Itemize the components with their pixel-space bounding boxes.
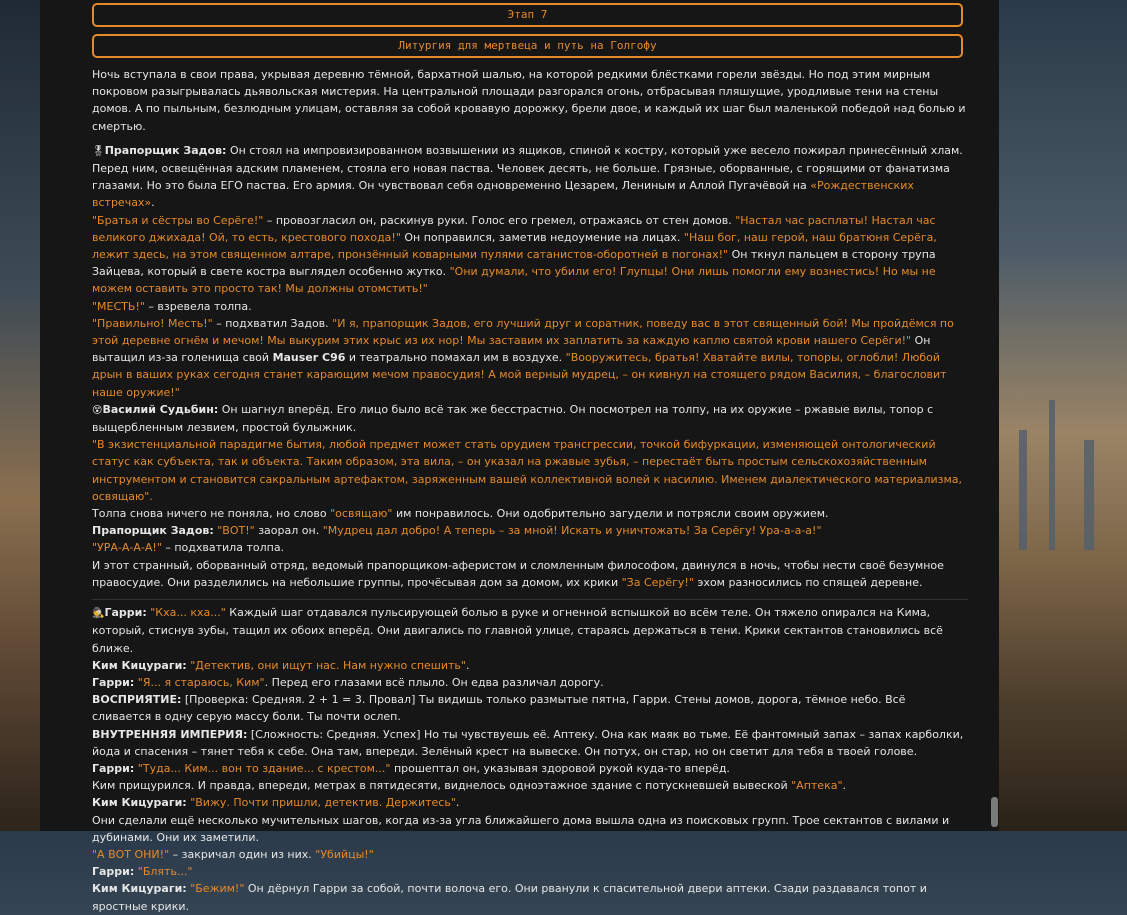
narration-4: Они сделали ещё несколько мучительных шагов, когда из-за угла ближайшего дома вышла одна из поисковых групп. Трое сектантов с вилами и дубинами. Они их заметили. — [92, 813, 950, 844]
divider — [92, 599, 968, 600]
inland-empire-check: ВНУТРЕННЯЯ ИМПЕРИЯ: [Сложность: Средняя. Успех] Но ты чувствуешь её. Аптеку. Она как маяк во тьме. Её фантомный запах – запах карболки, йода и спасения – тянет тебя к себе. Она там, впереди. Зелёный крест на вывеске. Он потух, он стар, но он светит для тебя в твоей голове. — [92, 727, 964, 758]
vasily-quote: "В экзистенциальной парадигме бытия, любой предмет может стать орудием трансгрессии, точкой бифуркации, изменяющей онтологический статус как субъекта, так и объекта. Таким образом, эта вила, – он указал на ржавые зубья, – перестаёт быть простым сельскохозяйственным инструментом и становится сакральным артефактом, заряженным вашей коллективной волей к насилию. Именем диалектического материализма, освящаю". — [92, 438, 963, 503]
medal-icon: 🎖 — [92, 145, 105, 157]
narration: Ночь вступала в свои права, укрывая деревню тёмной, бархатной шалью, на которой редкими блёстками горели звёзды. Но под этим мирным покровом разыгрывалась дьявольская мистерия. На центральной площади разгорался огонь, отбрасывая пляшущие, уродливые тени на стены домов. А по пыльным, безлюдным улицам, оставляя за собой кровавую дорожку, брели двое, и каждый их шаг был маленькой победой над болью и смертью. — [92, 68, 966, 133]
kim-speech-2: Ким Кицураги: "Вижу. Почти пришли, детектив. Держитесь". — [92, 796, 460, 810]
harry-speech: 🕵Гарри: "Кха... кха..." Каждый шаг отдавался пульсирующей болью в руке и огненной вспышкой во всём теле. Он тяжело опирался на Кима, который, стиснув зубы, тащил их обоих вперёд. Они двигались по главной улице, стараясь держаться в тени. Крики сектантов становились всё ближе. — [92, 606, 943, 655]
detective-icon: 🕵 — [92, 608, 105, 620]
harry-speech-2: Гарри: "Я... я стараюсь, Ким". Перед его глазами всё плыло. Он едва различал дорогу. — [92, 675, 604, 689]
stage-title: Литургия для мертвеца и путь на Голгофу — [92, 34, 963, 58]
narration-3: Ким прищурился. И правда, впереди, метрах в пятидесяти, виднелось одноэтажное здание с потускневшей вывеской "Аптека". — [92, 779, 847, 793]
kim-speech: Ким Кицураги: "Детектив, они ищут нас. Нам нужно спешить". — [92, 658, 470, 672]
scrollbar-track[interactable] — [989, 0, 999, 831]
zadov-speech-3: "Правильно! Месть!" – подхватил Задов. "И я, прапорщик Задов, его лучший друг и соратник, поведу вас в этот священный бой! Мы пройдёмся по этой деревне огнём и мечом! Мы выкурим этих крыс из их нор! Мы заставим их заплатить за каждую каплю святой крови нашего Серёги!" Он вытащил из-за голенища свой Mauser C96 и театрально помахал им в воздухе. "Вооружитесь, братья! Хватайте вилы, топоры, оглобли! Любой дрын в ваших руках сегодня станет карающим мечом правосудия! А мой верный мудрец, – он кивнул на стоящего рядом Василия, – благословит наше оружие!" — [92, 316, 954, 399]
harry-speech-4: Гарри: "Блять..." — [92, 865, 193, 879]
kim-speech-3: Ким Кицураги: "Бежим!" Он дёрнул Гарри за собой, почти волоча его. Они рванули к спасительной двери аптеки. Сзади раздавался топот и яростные крики. — [92, 882, 927, 913]
zadov-speech: 🎖Прапорщик Задов: Он стоял на импровизированном возвышении из ящиков, спиной к костру, который уже весело пожирал принесённый хлам. Перед ним, освещённая адским пламенем, стояла его новая паства. Человек десять, не больше. Грязные, оборванные, с горящими от фанатизма глазами. Но это была ЕГО паства. Его армия. Он чувствовал себя одновременно Цезарем, Лениным и Аллой Пугачёвой на «Рождественских встречах». — [92, 143, 963, 210]
narration-2: И этот странный, оборванный отряд, ведомый прапорщиком-аферистом и сломленным философом, двинулся в ночь, чтобы нести своё безумное правосудие. Они разделились на небольшие группы, прочёсывая дом за домом, их крики "За Серёгу!" эхом разносились по спящей деревне. — [92, 558, 944, 589]
background-scenery-right — [999, 0, 1127, 831]
zadov-speech-2: "Братья и сёстры во Серёге!" – провозгласил он, раскинув руки. Голос его гремел, отражаясь от стен домов. "Настал час расплаты! Настал час великого джихада! Ой, то есть, крестового похода!" Он поправился, заметив недоумение на лицах. "Наш бог, наш герой, наш братюня Серёга, лежит здесь, на этом священном алтаре, пронзённый коварными пулями сатанистов-оборотней в погонах!" Он ткнул пальцем в сторону трупа Зайцева, который в свете костра выглядел особенно жутко. "Они думали, что убили его! Глупцы! Они лишь помогли ему вознестись! Но мы не можем оставить это просто так! Мы должны отомстить!" — [92, 213, 937, 296]
perception-check: ВОСПРИЯТИЕ: [Проверка: Средняя. 2 + 1 = 3. Провал] Ты видишь только размытые пятна, Гарри. Стены домов, дорога, тёмное небо. Всё сливается в одну серую массу боли. Ты почти ослеп. — [92, 693, 906, 724]
crowd-line: "МЕСТЬ!" – взревела толпа. — [92, 299, 252, 313]
dizzy-face-icon: 😵 — [92, 404, 103, 416]
crowd-line-3: "УРА-А-А-А!" – подхватила толпа. — [92, 541, 285, 555]
crowd-line-2: Толпа снова ничего не поняла, но слово "освящаю" им понравилось. Они одобрительно загудели и потрясли своим оружием. — [92, 507, 829, 521]
zadov-speech-4: Прапорщик Задов: "ВОТ!" заорал он. "Мудрец дал добро! А теперь – за мной! Искать и уничтожать! За Серёгу! Ура-а-а-а!" — [92, 524, 822, 538]
harry-speech-3: Гарри: "Туда... Ким... вон то здание... с крестом..." прошептал он, указывая здоровой рукой куда-то вперёд. — [92, 761, 730, 775]
scrollbar-thumb[interactable] — [991, 797, 998, 827]
stage-label: Этап 7 — [92, 3, 963, 27]
speaker-name: Прапорщик Задов: — [104, 143, 227, 157]
cultist-line: "А ВОТ ОНИ!" – закричал один из них. "Убийцы!" — [92, 847, 374, 861]
story-text — [92, 66, 968, 915]
background-scenery-left — [0, 0, 40, 831]
speaker-name: Василий Судьбин: — [102, 402, 219, 416]
vasily-speech: 😵Василий Судьбин: Он шагнул вперёд. Его лицо было всё так же бесстрастно. Он посмотрел на толпу, на их оружие – ржавые вилы, топор с выщербленным лезвием, простой булыжник. — [92, 402, 934, 435]
